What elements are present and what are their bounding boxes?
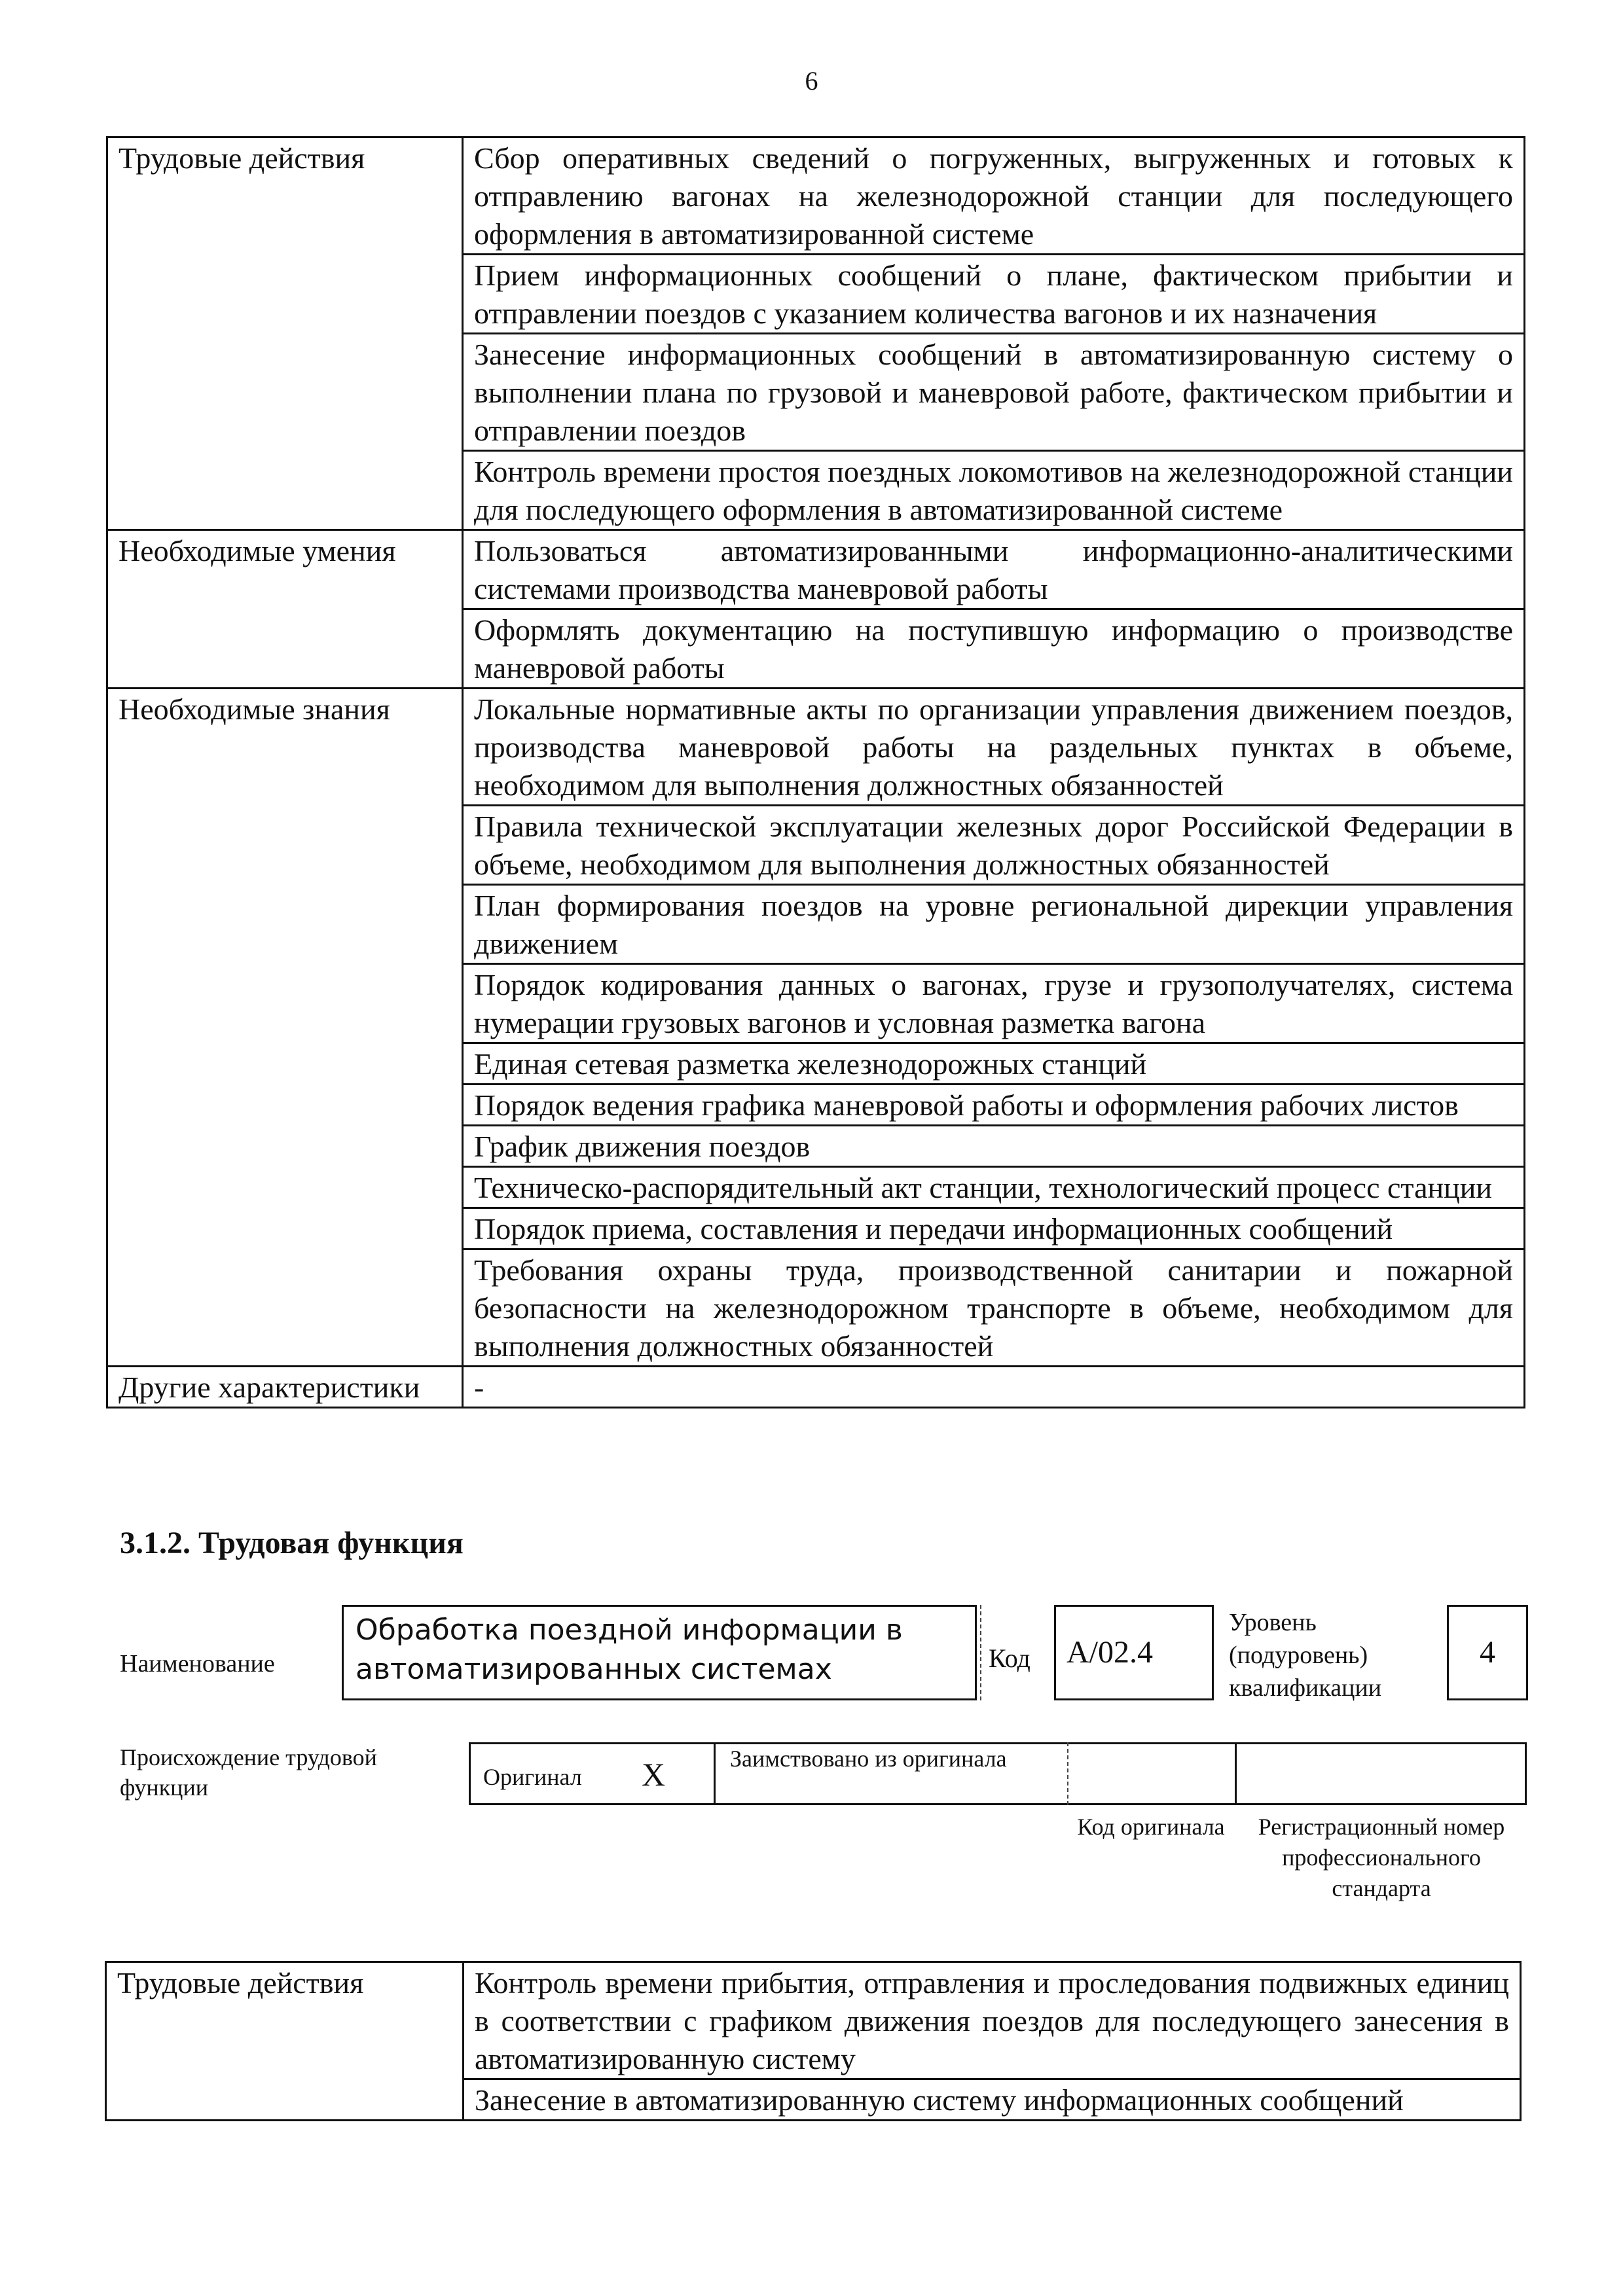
table-cell: Требования охраны труда, производственной санитарии и пожарной безопасности на железнодорожном транспорте в объеме, необходимом для выполнения должностных обязанностей — [463, 1249, 1525, 1367]
divider — [1235, 1742, 1237, 1805]
table-row — [107, 1367, 1525, 1408]
table-cell: Локальные нормативные акты по организации управления движением поездов, производства маневровой работы на раздельных пунктах в объеме, необходимом для выполнения должностных обязанностей — [463, 689, 1525, 806]
labor-actions-table — [105, 1961, 1522, 2121]
divider — [1067, 1742, 1068, 1805]
table-row — [107, 689, 1525, 806]
table-cell: Сбор оперативных сведений о погруженных, выгруженных и готовых к отправлению вагонах на железнодорожной станции для последующего оформления в автоматизированной системе — [463, 137, 1525, 255]
table-row — [107, 137, 1525, 255]
table-cell: Техническо-распорядительный акт станции, технологический процесс станции — [463, 1167, 1525, 1208]
table-cell: Единая сетевая разметка железнодорожных станций — [463, 1043, 1525, 1085]
table-row — [106, 1962, 1521, 2079]
table-cell: Оформлять документацию на поступившую информацию о производстве маневровой работы — [463, 609, 1525, 689]
table-cell: Занесение в автоматизированную систему информационных сообщений — [464, 2079, 1521, 2121]
row-group-label: Трудовые действия — [106, 1962, 464, 2121]
table-cell: Порядок приема, составления и передачи информационных сообщений — [463, 1208, 1525, 1249]
divider — [980, 1605, 981, 1700]
table-cell: Контроль времени простоя поездных локомотивов на железнодорожной станции для последующего оформления в автоматизированной системе — [463, 451, 1525, 530]
row-group-label: Другие характеристики — [107, 1367, 463, 1408]
code-original-caption: Код оригинала — [1077, 1814, 1225, 1840]
code-label: Код — [989, 1643, 1030, 1673]
level-label: Уровень (подуровень) квалификации — [1229, 1609, 1382, 1702]
row-group-label: Необходимые знания — [107, 689, 463, 1367]
table-cell: Пользоваться автоматизированными информационно-аналитическими системами производства маневровой работы — [463, 530, 1525, 609]
table-cell: Контроль времени прибытия, отправления и проследования подвижных единиц в соответствии с графиком движения поездов для последующего занесения в автоматизированную систему — [464, 1962, 1521, 2079]
table-cell: Порядок кодирования данных о вагонах, грузе и грузополучателях, система нумерации грузовых вагонов и условная разметка вагона — [463, 964, 1525, 1043]
function-name-box: Обработка поездной информации в автоматизированных системах — [342, 1605, 977, 1700]
original-mark: X — [642, 1756, 666, 1793]
table-cell: План формирования поездов на уровне региональной дирекции управления движением — [463, 885, 1525, 964]
row-group-label: Необходимые умения — [107, 530, 463, 689]
page-number: 6 — [805, 66, 818, 96]
table-cell: График движения поездов — [463, 1126, 1525, 1167]
table-cell: Правила технической эксплуатации железных дорог Российской Федерации в объеме, необходимом для выполнения должностных обязанностей — [463, 806, 1525, 885]
table-cell: Занесение информационных сообщений в автоматизированную систему о выполнении плана по грузовой и маневровой работе, фактическом прибытии и отправлении поездов — [463, 334, 1525, 451]
origin-label: Происхождение трудовой функции — [120, 1744, 377, 1801]
level-value-box: 4 — [1447, 1605, 1528, 1700]
table-cell: Порядок ведения графика маневровой работы и оформления рабочих листов — [463, 1085, 1525, 1126]
borrowed-label: Заимствовано из оригинала — [730, 1746, 1007, 1772]
row-group-label: Трудовые действия — [107, 137, 463, 530]
original-label: Оригинал — [483, 1764, 582, 1790]
labor-function-table — [106, 136, 1525, 1408]
section-heading: 3.1.2. Трудовая функция — [120, 1526, 464, 1560]
name-label: Наименование — [120, 1650, 275, 1677]
table-row — [107, 530, 1525, 609]
code-value-box: А/02.4 — [1054, 1605, 1214, 1700]
table-cell: - — [463, 1367, 1525, 1408]
table-cell: Прием информационных сообщений о плане, фактическом прибытии и отправлении поездов с указанием количества вагонов и их назначения — [463, 255, 1525, 334]
divider — [714, 1742, 716, 1805]
reg-number-caption: Регистрационный номер профессионального стандарта — [1258, 1814, 1505, 1901]
